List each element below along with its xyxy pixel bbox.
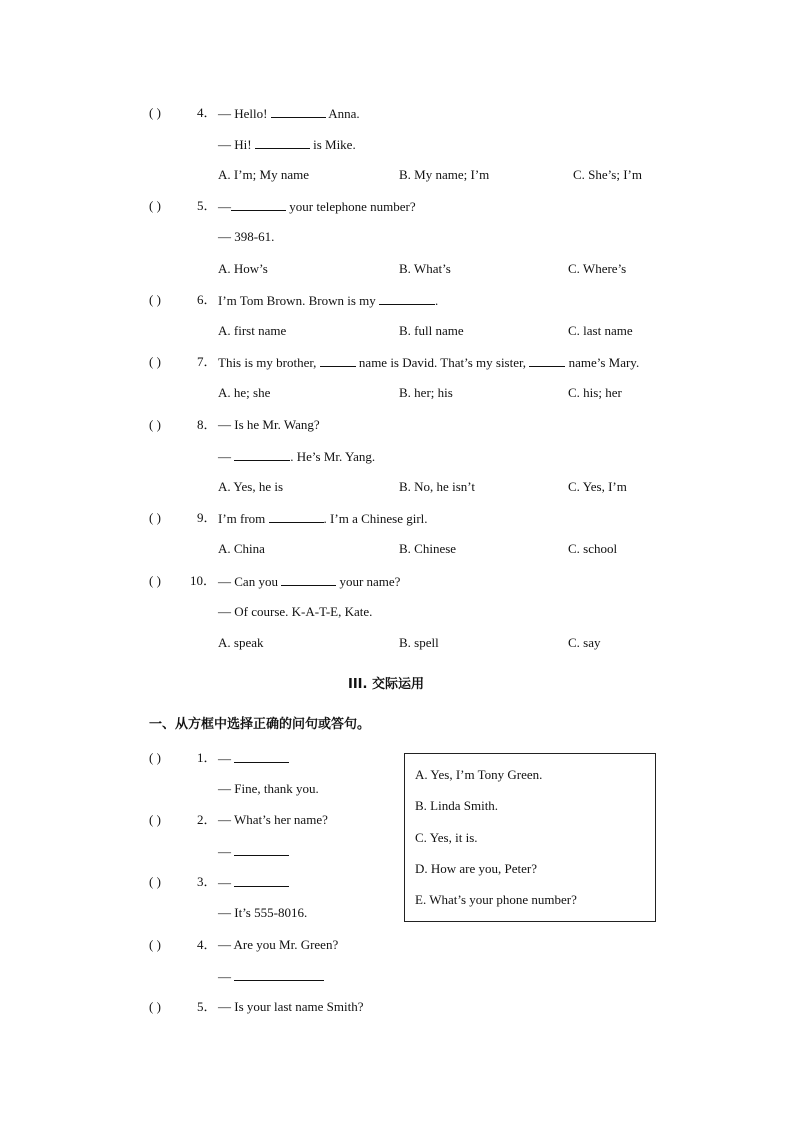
answer-blank[interactable] [234,843,289,856]
question-number: 2． [197,812,217,827]
answer-paren[interactable]: ( ) [149,874,161,889]
answer-blank[interactable] [234,874,289,887]
option-b[interactable]: B. What’s [399,261,451,276]
question-line: — Hi! is Mike. [218,137,356,152]
question-line: — [218,750,289,767]
option-b[interactable]: B. her; his [399,385,453,400]
question-number: 4． [197,105,217,120]
box-option-a: A. Yes, I’m Tony Green. [415,767,543,782]
question-line: — Are you Mr. Green? [218,937,339,952]
option-c[interactable]: C. say [568,635,601,650]
question-line: — [218,843,289,860]
answer-blank[interactable] [231,198,286,211]
answer-paren[interactable]: ( ) [149,573,161,588]
question-stem: I’m from . I’m a Chinese girl. [218,511,428,526]
question-line: — 398-61. [218,229,275,244]
option-c[interactable]: C. last name [568,323,633,338]
question-line: — [218,968,324,985]
section-instruction: 一、从方框中选择正确的问句或答句。 [149,717,371,732]
option-c[interactable]: C. Where’s [568,261,627,276]
option-a[interactable]: A. first name [218,323,287,338]
answer-paren[interactable]: ( ) [149,354,161,369]
answer-blank[interactable] [234,448,290,461]
answer-blank[interactable] [234,968,324,981]
question-line: — Fine, thank you. [218,781,319,796]
answer-paren[interactable]: ( ) [149,292,161,307]
option-a[interactable]: A. I’m; My name [218,167,309,182]
answer-blank[interactable] [234,750,289,763]
question-number: 5． [197,999,217,1014]
option-b[interactable]: B. No, he isn’t [399,479,475,494]
option-c[interactable]: C. She’s; I’m [573,167,642,182]
question-number: 4． [197,937,217,952]
option-b[interactable]: B. My name; I’m [399,167,490,182]
box-option-e: E. What’s your phone number? [415,892,577,907]
question-line: — [218,874,289,891]
question-number: 1． [197,750,217,765]
question-number: 6． [197,292,217,307]
answer-blank[interactable] [529,354,565,367]
option-b[interactable]: B. Chinese [399,541,457,556]
box-option-c: C. Yes, it is. [415,830,478,845]
question-stem: — Can you your name? [218,574,401,589]
question-stem: — Hello! Anna. [218,106,360,121]
question-number: 10． [190,573,217,588]
answer-blank[interactable] [255,136,310,149]
option-c[interactable]: C. school [568,541,618,556]
option-a[interactable]: A. China [218,541,265,556]
option-a[interactable]: A. Yes, he is [218,479,284,494]
question-line: — What’s her name? [218,812,328,827]
question-number: 3． [197,874,217,889]
question-line: — Is your last name Smith? [218,999,364,1014]
box-option-b: B. Linda Smith. [415,798,499,813]
option-a[interactable]: A. How’s [218,261,268,276]
question-number: 7． [197,354,217,369]
question-line: — It’s 555-8016. [218,905,308,920]
option-b[interactable]: B. full name [399,323,464,338]
option-c[interactable]: C. his; her [568,385,622,400]
option-a[interactable]: A. speak [218,635,264,650]
answer-paren[interactable]: ( ) [149,937,161,952]
box-option-d: D. How are you, Peter? [415,861,538,876]
question-number: 8． [197,417,217,432]
answer-blank[interactable] [320,354,356,367]
answer-blank[interactable] [379,292,435,305]
option-box [404,753,656,922]
answer-paren[interactable]: ( ) [149,105,161,120]
answer-paren[interactable]: ( ) [149,198,161,213]
question-number: 5． [197,198,217,213]
answer-paren[interactable]: ( ) [149,750,161,765]
answer-paren[interactable]: ( ) [149,510,161,525]
option-c[interactable]: C. Yes, I’m [568,479,627,494]
question-stem: — your telephone number? [218,199,416,214]
question-number: 9． [197,510,217,525]
answer-paren[interactable]: ( ) [149,417,161,432]
question-line: — . He’s Mr. Yang. [218,449,376,464]
question-stem: — Is he Mr. Wang? [218,417,320,432]
answer-blank[interactable] [271,105,326,118]
answer-blank[interactable] [281,573,336,586]
answer-blank[interactable] [269,510,324,523]
option-a[interactable]: A. he; she [218,385,271,400]
answer-paren[interactable]: ( ) [149,812,161,827]
question-line: — Of course. K-A-T-E, Kate. [218,604,373,619]
question-stem: This is my brother, name is David. That’s my sister, name’s Mary. [218,355,640,370]
question-stem: I’m Tom Brown. Brown is my . [218,293,439,308]
section-title: III. 交际运用 [348,677,424,692]
option-b[interactable]: B. spell [399,635,439,650]
answer-paren[interactable]: ( ) [149,999,161,1014]
